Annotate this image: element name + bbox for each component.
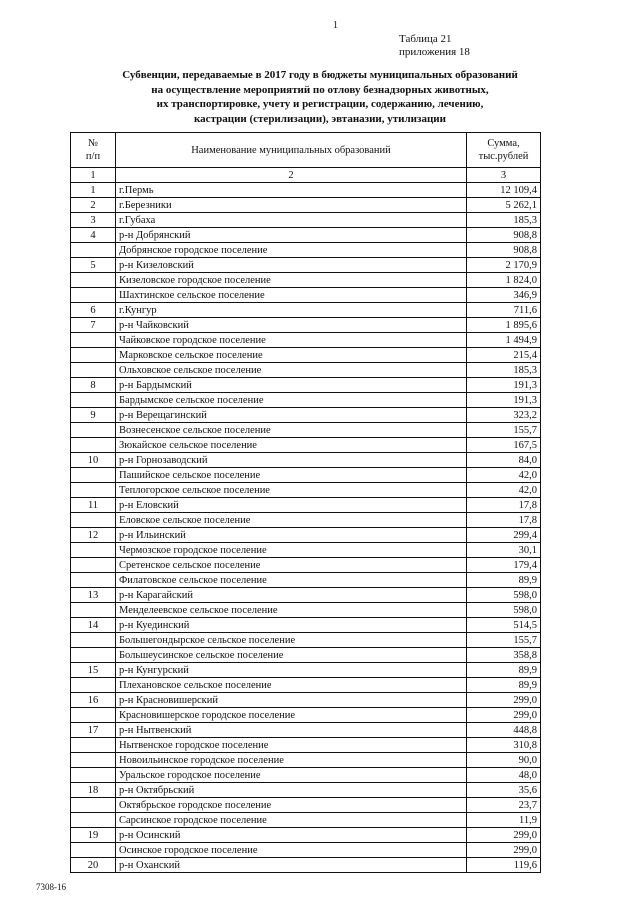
row-sum: 155,7	[467, 423, 541, 438]
row-name: Зюкайское сельское поселение	[116, 438, 467, 453]
title-line: на осуществление мероприятий по отлову безнадзорных животных,	[151, 83, 489, 96]
row-number: 15	[71, 663, 116, 678]
row-number	[71, 513, 116, 528]
table-reference	[399, 33, 470, 59]
row-name: р-н Ильинский	[116, 528, 467, 543]
row-name: Большегондырское сельское поселение	[116, 633, 467, 648]
row-sum: 30,1	[467, 543, 541, 558]
row-sum: 89,9	[467, 678, 541, 693]
table-row	[71, 303, 541, 318]
row-number	[71, 648, 116, 663]
row-sum: 299,4	[467, 528, 541, 543]
header-number	[71, 133, 116, 168]
row-number: 13	[71, 588, 116, 603]
row-number: 14	[71, 618, 116, 633]
row-name: Чайковское городское поселение	[116, 333, 467, 348]
row-name: р-н Горнозаводский	[116, 453, 467, 468]
table-row	[71, 768, 541, 783]
row-number	[71, 333, 116, 348]
table-row	[71, 513, 541, 528]
row-name: Вознесенское сельское поселение	[116, 423, 467, 438]
table-row	[71, 618, 541, 633]
row-number: 20	[71, 858, 116, 873]
row-name: Теплогорское сельское поселение	[116, 483, 467, 498]
row-sum: 84,0	[467, 453, 541, 468]
row-number	[71, 468, 116, 483]
row-sum: 42,0	[467, 483, 541, 498]
table-row	[71, 288, 541, 303]
row-number	[71, 678, 116, 693]
row-name: Филатовское сельское поселение	[116, 573, 467, 588]
row-name: Менделеевское сельское поселение	[116, 603, 467, 618]
title-line: кастрации (стерилизации), эвтаназии, утилизации	[194, 112, 446, 125]
row-name: Уральское городское поселение	[116, 768, 467, 783]
row-name: г.Пермь	[116, 183, 467, 198]
table-row	[71, 483, 541, 498]
row-number: 19	[71, 828, 116, 843]
row-number: 9	[71, 408, 116, 423]
subsidies-table	[70, 132, 541, 873]
row-name: р-н Нытвенский	[116, 723, 467, 738]
table-row	[71, 183, 541, 198]
row-sum: 299,0	[467, 828, 541, 843]
row-name: Октябрьское городское поселение	[116, 798, 467, 813]
table-row	[71, 468, 541, 483]
table-row	[71, 228, 541, 243]
row-number	[71, 738, 116, 753]
row-number	[71, 288, 116, 303]
row-sum: 310,8	[467, 738, 541, 753]
row-number	[71, 633, 116, 648]
row-sum: 11,9	[467, 813, 541, 828]
row-name: Пашийское сельское поселение	[116, 468, 467, 483]
row-sum: 598,0	[467, 603, 541, 618]
table-row	[71, 258, 541, 273]
row-sum: 89,9	[467, 663, 541, 678]
row-number	[71, 573, 116, 588]
row-sum: 323,2	[467, 408, 541, 423]
row-name: р-н Верещагинский	[116, 408, 467, 423]
row-sum: 167,5	[467, 438, 541, 453]
row-sum: 1 895,6	[467, 318, 541, 333]
row-name: р-н Октябрьский	[116, 783, 467, 798]
column-number: 1	[71, 168, 116, 183]
row-name: р-н Еловский	[116, 498, 467, 513]
table-row	[71, 423, 541, 438]
row-sum: 908,8	[467, 243, 541, 258]
row-number	[71, 843, 116, 858]
table-row	[71, 528, 541, 543]
row-number: 17	[71, 723, 116, 738]
footer-code: 7308-16	[36, 882, 66, 892]
row-sum: 191,3	[467, 378, 541, 393]
row-number: 18	[71, 783, 116, 798]
row-sum: 299,0	[467, 708, 541, 723]
table-row	[71, 783, 541, 798]
row-sum: 185,3	[467, 363, 541, 378]
table-row	[71, 663, 541, 678]
column-number: 3	[467, 168, 541, 183]
row-number	[71, 798, 116, 813]
row-sum: 2 170,9	[467, 258, 541, 273]
document-title	[60, 68, 580, 126]
row-number: 3	[71, 213, 116, 228]
table-row	[71, 543, 541, 558]
table-row	[71, 843, 541, 858]
row-sum: 119,6	[467, 858, 541, 873]
row-number: 11	[71, 498, 116, 513]
table-row	[71, 813, 541, 828]
row-name: р-н Бардымский	[116, 378, 467, 393]
row-number	[71, 438, 116, 453]
row-number: 5	[71, 258, 116, 273]
row-number	[71, 483, 116, 498]
row-name: Сретенское сельское поселение	[116, 558, 467, 573]
row-sum: 299,0	[467, 693, 541, 708]
row-name: р-н Осинский	[116, 828, 467, 843]
row-number: 16	[71, 693, 116, 708]
row-sum: 48,0	[467, 768, 541, 783]
row-sum: 35,6	[467, 783, 541, 798]
row-sum: 17,8	[467, 513, 541, 528]
row-number	[71, 243, 116, 258]
row-sum: 215,4	[467, 348, 541, 363]
table-row	[71, 363, 541, 378]
row-name: Добрянское городское поселение	[116, 243, 467, 258]
row-sum: 179,4	[467, 558, 541, 573]
table-row	[71, 693, 541, 708]
row-number: 7	[71, 318, 116, 333]
row-number: 10	[71, 453, 116, 468]
table-row	[71, 798, 541, 813]
row-sum: 1 494,9	[467, 333, 541, 348]
header-number-line2: п/п	[85, 151, 101, 162]
row-name: Кизеловское городское поселение	[116, 273, 467, 288]
table-row	[71, 633, 541, 648]
row-name: Ольховское сельское поселение	[116, 363, 467, 378]
table-row	[71, 753, 541, 768]
column-number: 2	[116, 168, 467, 183]
row-number	[71, 708, 116, 723]
table-reference-line1: Таблица 21	[399, 33, 452, 45]
header-number-line1: №	[87, 138, 99, 149]
row-sum: 42,0	[467, 468, 541, 483]
row-number	[71, 393, 116, 408]
table-row	[71, 348, 541, 363]
table-row	[71, 438, 541, 453]
table-row	[71, 198, 541, 213]
row-number	[71, 273, 116, 288]
row-number: 4	[71, 228, 116, 243]
header-sum-line2: тыс.рублей	[478, 151, 529, 162]
row-name: Большеусинское сельское поселение	[116, 648, 467, 663]
table-row	[71, 678, 541, 693]
row-number	[71, 558, 116, 573]
row-number: 12	[71, 528, 116, 543]
row-name: р-н Куединский	[116, 618, 467, 633]
row-sum: 5 262,1	[467, 198, 541, 213]
row-sum: 90,0	[467, 753, 541, 768]
row-name: г.Губаха	[116, 213, 467, 228]
table-row	[71, 213, 541, 228]
row-name: Плехановское сельское поселение	[116, 678, 467, 693]
table-row	[71, 648, 541, 663]
row-name: р-н Красновишерский	[116, 693, 467, 708]
row-sum: 448,8	[467, 723, 541, 738]
row-name: Осинское городское поселение	[116, 843, 467, 858]
table-row	[71, 273, 541, 288]
row-sum: 598,0	[467, 588, 541, 603]
table-row	[71, 738, 541, 753]
row-name: Еловское сельское поселение	[116, 513, 467, 528]
row-sum: 711,6	[467, 303, 541, 318]
row-name: Бардымское сельское поселение	[116, 393, 467, 408]
row-sum: 299,0	[467, 843, 541, 858]
table-row	[71, 393, 541, 408]
row-number: 8	[71, 378, 116, 393]
row-sum: 17,8	[467, 498, 541, 513]
row-name: р-н Оханский	[116, 858, 467, 873]
table-row	[71, 558, 541, 573]
header-sum	[467, 133, 541, 168]
table-row	[71, 708, 541, 723]
row-number: 6	[71, 303, 116, 318]
row-sum: 514,5	[467, 618, 541, 633]
row-sum: 23,7	[467, 798, 541, 813]
row-number	[71, 768, 116, 783]
row-sum: 185,3	[467, 213, 541, 228]
row-name: г.Кунгур	[116, 303, 467, 318]
row-sum: 191,3	[467, 393, 541, 408]
row-number	[71, 543, 116, 558]
table-row	[71, 603, 541, 618]
row-name: Марковское сельское поселение	[116, 348, 467, 363]
row-number: 1	[71, 183, 116, 198]
row-name: р-н Карагайский	[116, 588, 467, 603]
row-sum: 1 824,0	[467, 273, 541, 288]
table-body	[71, 183, 541, 873]
page-number: 1	[333, 20, 338, 31]
row-sum: 358,8	[467, 648, 541, 663]
row-name: г.Березники	[116, 198, 467, 213]
header-name: Наименование муниципальных образований	[116, 133, 467, 168]
row-name: р-н Кизеловский	[116, 258, 467, 273]
table-row	[71, 333, 541, 348]
row-number	[71, 348, 116, 363]
table-row	[71, 573, 541, 588]
row-number	[71, 603, 116, 618]
header-sum-line1: Сумма,	[487, 138, 520, 149]
row-name: р-н Кунгурский	[116, 663, 467, 678]
title-line: Субвенции, передаваемые в 2017 году в бюджеты муниципальных образований	[122, 69, 518, 81]
row-number: 2	[71, 198, 116, 213]
row-number	[71, 813, 116, 828]
row-number	[71, 363, 116, 378]
row-sum: 908,8	[467, 228, 541, 243]
row-name: Нытвенское городское поселение	[116, 738, 467, 753]
table-row	[71, 408, 541, 423]
table-row	[71, 378, 541, 393]
row-name: Новоильинское городское поселение	[116, 753, 467, 768]
table-row	[71, 243, 541, 258]
table-row	[71, 318, 541, 333]
row-number	[71, 423, 116, 438]
title-line: их транспортировке, учету и регистрации, содержанию, лечению,	[156, 98, 484, 110]
row-sum: 346,9	[467, 288, 541, 303]
table-reference-line2: приложения 18	[399, 46, 470, 58]
table-header-row	[71, 133, 541, 168]
row-name: Красновишерское городское поселение	[116, 708, 467, 723]
table-row	[71, 453, 541, 468]
table-row	[71, 498, 541, 513]
row-sum: 89,9	[467, 573, 541, 588]
table-row	[71, 588, 541, 603]
row-sum: 12 109,4	[467, 183, 541, 198]
row-name: р-н Добрянский	[116, 228, 467, 243]
row-name: Сарсинское городское поселение	[116, 813, 467, 828]
table-row	[71, 828, 541, 843]
row-number	[71, 753, 116, 768]
table-row	[71, 858, 541, 873]
column-number-row	[71, 168, 541, 183]
row-name: р-н Чайковский	[116, 318, 467, 333]
table-row	[71, 723, 541, 738]
row-sum: 155,7	[467, 633, 541, 648]
row-name: Шахтинское сельское поселение	[116, 288, 467, 303]
row-name: Чермозское городское поселение	[116, 543, 467, 558]
